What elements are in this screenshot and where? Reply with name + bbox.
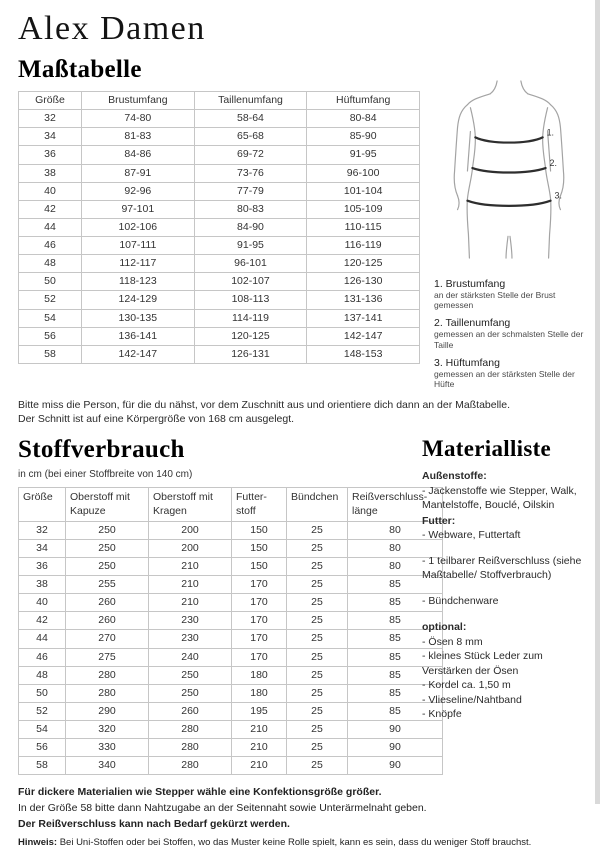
table-cell: 126-131 (194, 345, 307, 363)
table-row (19, 630, 443, 648)
stoffverbrauch-section (18, 436, 586, 775)
material-item: - Jackenstoffe wie Stepper, Walk, Mantelstoffe, Bouclé, Oilskin (422, 484, 577, 512)
legend-desc: gemessen an der schmalsten Stelle der Taille (434, 329, 584, 350)
table-cell: 54 (19, 309, 82, 327)
table-cell: 200 (149, 539, 232, 557)
table-cell: 85 (348, 612, 443, 630)
masstabelle-section (18, 56, 586, 389)
hip-measure-line (467, 201, 550, 206)
table-row (19, 684, 443, 702)
table-cell: 102-106 (82, 218, 195, 236)
table-cell: 210 (232, 721, 287, 739)
table-row (19, 218, 420, 236)
table-row (19, 648, 443, 666)
table-cell: 210 (232, 757, 287, 775)
waist-measure-number: 2. (549, 158, 557, 169)
table-cell: 85 (348, 630, 443, 648)
material-item: - Vlieseline/Nahtband (422, 693, 522, 706)
legend-title: 3. Hüftumfang (434, 356, 500, 369)
table-cell: 108-113 (194, 291, 307, 309)
measurement-legend (432, 278, 586, 389)
footer-note-size: Für dickere Materialien wie Stepper wähle eine Konfektionsgröße größer. (18, 786, 382, 799)
table-cell: 44 (19, 218, 82, 236)
table-cell: 81-83 (82, 128, 195, 146)
table-cell: 92-96 (82, 182, 195, 200)
table-cell: 25 (287, 739, 348, 757)
table-cell: 40 (19, 182, 82, 200)
column-header: Reißverschluss-länge (348, 488, 443, 521)
table-cell: 96-100 (307, 164, 420, 182)
table-cell: 84-90 (194, 218, 307, 236)
legend-desc: gemessen an der stärksten Stelle der Hüfte (434, 368, 575, 389)
column-header: Hüftumfang (307, 92, 420, 110)
table-row (19, 539, 443, 557)
table-cell: 131-136 (307, 291, 420, 309)
table-row (19, 702, 443, 720)
table-cell: 34 (19, 539, 66, 557)
table-cell: 40 (19, 594, 66, 612)
table-cell: 58 (19, 345, 82, 363)
page-title: Alex Damen (18, 10, 206, 47)
table-cell: 52 (19, 702, 66, 720)
hip-measure-number: 3. (554, 190, 562, 201)
table-cell: 102-107 (194, 273, 307, 291)
table-cell: 25 (287, 576, 348, 594)
hinweis-text: Bei Uni-Stoffen oder bei Stoffen, wo das Muster keine Rolle spielt, kann es sein, dass du weniger Stoff brauchst. (57, 836, 532, 848)
table-cell: 280 (149, 757, 232, 775)
table-cell: 120-125 (307, 255, 420, 273)
column-header: Oberstoff mit Kapuze (66, 488, 149, 521)
measuring-notes (18, 398, 586, 426)
table-cell: 80-83 (194, 200, 307, 218)
table-cell: 112-117 (82, 255, 195, 273)
material-item: - 1 teilbarer Reißverschluss (siehe Maßtabelle/ Stoffverbrauch) (422, 554, 582, 582)
table-cell: 114-119 (194, 309, 307, 327)
table-row (19, 576, 443, 594)
table-cell: 142-147 (82, 345, 195, 363)
table-cell: 84-86 (82, 146, 195, 164)
table-cell: 290 (66, 702, 149, 720)
table-row (19, 128, 420, 146)
table-cell: 77-79 (194, 182, 307, 200)
page-edge (595, 0, 600, 804)
table-cell: 46 (19, 648, 66, 666)
table-cell: 107-111 (82, 237, 195, 255)
measuring-note-line1: Bitte miss die Person, für die du nähst, vor dem Zuschnitt aus und orientiere dich dann an der Maßtabelle. (18, 399, 511, 412)
table-row (19, 255, 420, 273)
body-outline-illustration (434, 78, 584, 266)
table-cell: 25 (287, 702, 348, 720)
material-list (422, 469, 586, 721)
table-cell: 250 (149, 684, 232, 702)
table-cell: 260 (66, 612, 149, 630)
table-row (19, 345, 420, 363)
table-cell: 38 (19, 164, 82, 182)
table-cell: 48 (19, 666, 66, 684)
table-cell: 280 (66, 666, 149, 684)
table-cell: 25 (287, 612, 348, 630)
table-cell: 105-109 (307, 200, 420, 218)
legend-desc: an der stärksten Stelle der Brust gemessen (434, 290, 556, 311)
column-header: Brustumfang (82, 92, 195, 110)
table-cell: 34 (19, 128, 82, 146)
table-cell: 91-95 (307, 146, 420, 164)
waist-measure-line (472, 168, 545, 172)
table-cell: 58 (19, 757, 66, 775)
table-cell: 170 (232, 612, 287, 630)
column-header: Taillenumfang (194, 92, 307, 110)
column-header: Oberstoff mit Kragen (149, 488, 232, 521)
hinweis-label: Hinweis: (18, 836, 58, 848)
table-row (19, 594, 443, 612)
table-row (19, 182, 420, 200)
table-cell: 85-90 (307, 128, 420, 146)
masstabelle-heading: Maßtabelle (18, 56, 142, 83)
table-cell: 25 (287, 539, 348, 557)
table-cell: 110-115 (307, 218, 420, 236)
table-cell: 320 (66, 721, 149, 739)
legend-entry-hip (434, 357, 586, 389)
materialliste-heading: Materialliste (422, 436, 552, 462)
measuring-note-line2: Der Schnitt ist auf eine Körpergröße von 168 cm ausgelegt. (18, 413, 295, 426)
table-cell: 280 (149, 721, 232, 739)
table-cell: 73-76 (194, 164, 307, 182)
material-item: - Bündchenware (422, 594, 499, 607)
table-cell: 250 (66, 539, 149, 557)
table-cell: 124-129 (82, 291, 195, 309)
table-cell: 150 (232, 539, 287, 557)
table-cell: 56 (19, 327, 82, 345)
fabric-consumption-table (18, 487, 443, 775)
table-cell: 270 (66, 630, 149, 648)
table-cell: 250 (149, 666, 232, 684)
table-row (19, 327, 420, 345)
chest-measure-number: 1. (546, 127, 555, 138)
table-cell: 150 (232, 557, 287, 575)
table-cell: 90 (348, 739, 443, 757)
material-item: - Webware, Futtertaft (422, 529, 521, 542)
list-spacer (422, 608, 586, 619)
table-cell: 90 (348, 721, 443, 739)
legend-entry-chest (434, 278, 586, 310)
table-cell: 38 (19, 576, 66, 594)
table-cell: 80 (348, 557, 443, 575)
table-cell: 80 (348, 521, 443, 539)
column-header: Größe (19, 92, 82, 110)
table-cell: 260 (149, 702, 232, 720)
table-cell: 80 (348, 539, 443, 557)
table-cell: 275 (66, 648, 149, 666)
footer-notes (18, 785, 586, 850)
column-header: Bündchen (287, 488, 348, 521)
table-cell: 116-119 (307, 237, 420, 255)
list-spacer (422, 583, 586, 594)
table-row (19, 237, 420, 255)
table-cell: 36 (19, 557, 66, 575)
table-row (19, 739, 443, 757)
table-cell: 69-72 (194, 146, 307, 164)
table-cell: 87-91 (82, 164, 195, 182)
table-row (19, 110, 420, 128)
material-item: - Ösen 8 mm (422, 635, 483, 648)
table-cell: 118-123 (82, 273, 195, 291)
table-cell: 200 (149, 521, 232, 539)
table-cell: 137-141 (307, 309, 420, 327)
stoffverbrauch-heading: Stoffverbrauch (18, 436, 185, 464)
table-cell: 25 (287, 630, 348, 648)
table-cell: 170 (232, 630, 287, 648)
table-cell: 96-101 (194, 255, 307, 273)
table-row (19, 200, 420, 218)
table-cell: 280 (149, 739, 232, 757)
table-cell: 85 (348, 684, 443, 702)
table-row (19, 273, 420, 291)
table-cell: 85 (348, 576, 443, 594)
table-cell: 25 (287, 594, 348, 612)
table-cell: 250 (66, 557, 149, 575)
table-cell: 85 (348, 594, 443, 612)
table-cell: 25 (287, 521, 348, 539)
table-cell: 25 (287, 757, 348, 775)
table-cell: 25 (287, 684, 348, 702)
footer-hinweis (18, 836, 586, 850)
size-table (18, 91, 420, 364)
table-row (19, 612, 443, 630)
legend-title: 2. Taillenumfang (434, 317, 511, 330)
table-cell: 195 (232, 702, 287, 720)
table-cell: 58-64 (194, 110, 307, 128)
column-header: Größe (19, 488, 66, 521)
table-cell: 46 (19, 237, 82, 255)
table-cell: 101-104 (307, 182, 420, 200)
table-cell: 25 (287, 666, 348, 684)
table-cell: 180 (232, 684, 287, 702)
legend-entry-waist (434, 317, 586, 349)
table-cell: 230 (149, 612, 232, 630)
table-cell: 36 (19, 146, 82, 164)
table-row (19, 666, 443, 684)
table-cell: 170 (232, 594, 287, 612)
table-cell: 230 (149, 630, 232, 648)
table-cell: 136-141 (82, 327, 195, 345)
table-cell: 210 (149, 594, 232, 612)
table-cell: 148-153 (307, 345, 420, 363)
table-cell: 260 (66, 594, 149, 612)
table-row (19, 146, 420, 164)
table-cell: 80-84 (307, 110, 420, 128)
table-cell: 85 (348, 702, 443, 720)
table-cell: 170 (232, 576, 287, 594)
table-cell: 50 (19, 684, 66, 702)
column-header: Futter-stoff (232, 488, 287, 521)
table-cell: 42 (19, 612, 66, 630)
stoffverbrauch-subtitle: in cm (bei einer Stoffbreite von 140 cm) (18, 469, 193, 481)
table-cell: 91-95 (194, 237, 307, 255)
table-cell: 210 (149, 557, 232, 575)
measurement-figure (432, 78, 586, 271)
table-row (19, 557, 443, 575)
footer-note-zipper: Der Reißverschluss kann nach Bedarf gekürzt werden. (18, 817, 290, 830)
list-spacer (422, 543, 586, 554)
table-cell: 210 (149, 576, 232, 594)
table-cell: 44 (19, 630, 66, 648)
table-cell: 255 (66, 576, 149, 594)
material-group-label: Außenstoffe: (422, 470, 487, 483)
table-cell: 280 (66, 684, 149, 702)
table-cell: 142-147 (307, 327, 420, 345)
table-cell: 32 (19, 110, 82, 128)
table-cell: 25 (287, 648, 348, 666)
table-cell: 126-130 (307, 273, 420, 291)
material-item: - Kordel ca. 1,50 m (422, 679, 511, 692)
size-table-header-row (19, 92, 420, 110)
material-item: - kleines Stück Leder zum Verstärken der Ösen (422, 650, 543, 677)
table-cell: 74-80 (82, 110, 195, 128)
table-cell: 170 (232, 648, 287, 666)
table-cell: 210 (232, 739, 287, 757)
material-item: - Knöpfe (422, 708, 462, 721)
table-cell: 180 (232, 666, 287, 684)
table-row (19, 757, 443, 775)
table-cell: 85 (348, 666, 443, 684)
table-cell: 50 (19, 273, 82, 291)
table-cell: 150 (232, 521, 287, 539)
table-row (19, 521, 443, 539)
table-cell: 120-125 (194, 327, 307, 345)
table-cell: 340 (66, 757, 149, 775)
table-row (19, 721, 443, 739)
table-cell: 240 (149, 648, 232, 666)
fabric-table-header-row (19, 488, 443, 521)
table-cell: 90 (348, 757, 443, 775)
table-cell: 48 (19, 255, 82, 273)
chest-measure-line (475, 137, 542, 142)
table-cell: 52 (19, 291, 82, 309)
table-cell: 56 (19, 739, 66, 757)
table-row (19, 291, 420, 309)
table-row (19, 309, 420, 327)
footer-note-seam: In der Größe 58 bitte dann Nahtzugabe an der Seitennaht sowie Unterärmelnaht geben. (18, 802, 427, 815)
table-cell: 85 (348, 648, 443, 666)
table-cell: 65-68 (194, 128, 307, 146)
table-row (19, 164, 420, 182)
table-cell: 97-101 (82, 200, 195, 218)
table-cell: 130-135 (82, 309, 195, 327)
table-cell: 54 (19, 721, 66, 739)
table-cell: 25 (287, 557, 348, 575)
legend-title: 1. Brustumfang (434, 278, 506, 290)
material-group-label: Futter: (422, 514, 456, 527)
table-cell: 25 (287, 721, 348, 739)
table-cell: 32 (19, 521, 66, 539)
table-cell: 250 (66, 521, 149, 539)
material-group-label: optional: (422, 621, 467, 634)
table-cell: 42 (19, 200, 82, 218)
table-cell: 330 (66, 739, 149, 757)
